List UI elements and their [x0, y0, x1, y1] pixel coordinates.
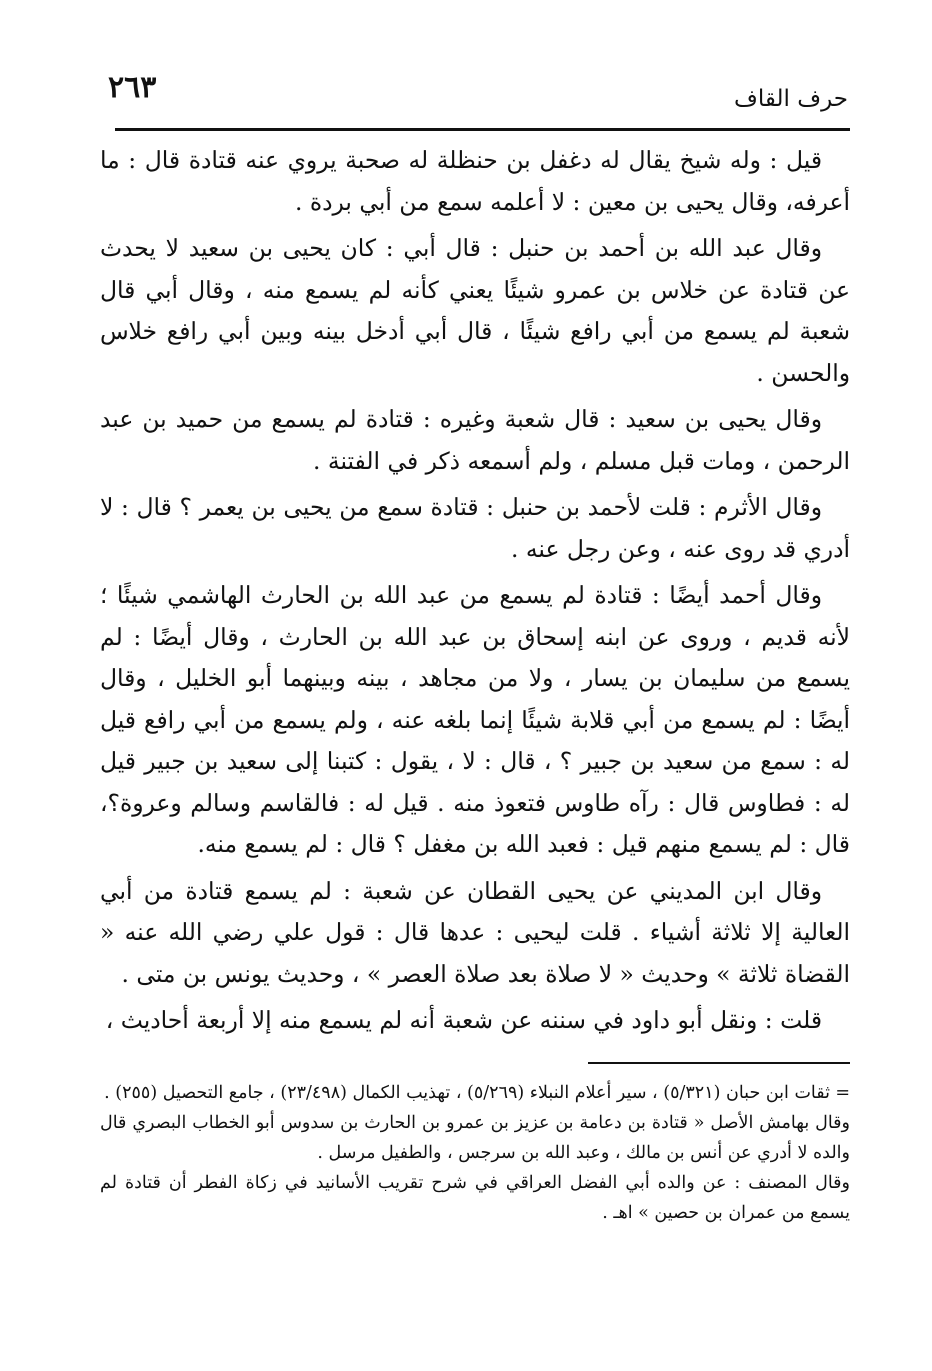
paragraph: وقال أحمد أيضًا : قتادة لم يسمع من عبد الله بن الحارث الهاشمي شيئًا ؛ لأنه قديم ، وروى عن ابنه إسحاق بن عبد الله بن الحارث ، وقال أيضًا : لم يسمع من سليمان بن يسار ، ولا من مجاهد ، بينه وبينهما أبو الخليل ، وقال أيضًا : لم يسمع من أبي قلابة شيئًا إنما بلغه عنه ، ولم يسمع من أبي رافع قيل له : سمع من سعيد بن جبير ؟ ، قال : لا ، يقول : كتبنا إلى سعيد بن جبير قيل له : فطاوس قال : رآه طاوس فتعوذ منه . قيل له : فالقاسم وسالم وعروة؟، قال : لم يسمع منهم قيل : فعبد الله بن مغفل ؟ قال : لم يسمع منه. [100, 581, 850, 858]
footnote-line [100, 1078, 850, 1108]
header-rule [115, 128, 850, 131]
paragraph: وقال يحيى بن سعيد : قال شعبة وغيره : قتادة لم يسمع من حميد بن عبد الرحمن ، ومات قبل مسلم ، ولم أسمعه ذكر في الفتنة . [100, 405, 850, 475]
page-number: ٢٦٣ [108, 70, 157, 105]
paragraph: قيل : وله شيخ يقال له دغفل بن حنظلة له صحبة يروي عنه قتادة قال : ما أعرفه، وقال يحيى بن معين : لا أعلمه سمع من أبي بردة . [100, 146, 850, 216]
footnote-text: ثقات ابن حبان (٥/٣٢١) ، سير أعلام النبلاء (٥/٢٦٩) ، تهذيب الكمال (٢٣/٤٩٨) ، جامع التحصيل (٢٥٥) . [104, 1083, 830, 1103]
continuation-mark: = [835, 1083, 850, 1103]
paragraph: قلت : ونقل أبو داود في سننه عن شعبة أنه لم يسمع منه إلا أربعة أحاديث ، [105, 1006, 822, 1034]
paragraph: وقال ابن المديني عن يحيى القطان عن شعبة : لم يسمع قتادة من أبي العالية إلا ثلاثة أشياء . قلت ليحيى : عدها قال : قول علي رضي الله عنه « القضاة ثلاثة » وحديث « لا صلاة بعد صلاة العصر » ، وحديث يونس بن متى . [100, 876, 850, 988]
paragraph: وقال الأثرم : قلت لأحمد بن حنبل : قتادة سمع من يحيى بن يعمر ؟ قال : لا أدري قد روى عنه ، وعن رجل عنه . [100, 493, 850, 563]
footnote-line: وقال بهامش الأصل « قتادة بن دعامة بن عزيز بن عمرو بن الحارث بن سدوس أبو الخطاب البصري قال والده لا أدري عن أنس بن مالك ، وعبد الله بن سرجس ، والطفيل مرسل . [100, 1113, 850, 1163]
footnote-rule [588, 1062, 850, 1064]
footnote-line: وقال المصنف : عن والده أبي الفضل العراقي في شرح تقريب الأسانيد في زكاة الفطر أن قتادة لم يسمع من عمران بن حصين » اهـ . [100, 1173, 850, 1223]
main-text [100, 140, 850, 1047]
paragraph: وقال عبد الله بن أحمد بن حنبل : قال أبي : كان يحيى بن سعيد لا يحدث عن قتادة عن خلاس بن عمرو شيئًا يعني كأنه لم يسمع منه ، وقال أبي قال شعبة لم يسمع من أبي رافع شيئًا ، قال أبي أدخل بينه وبين أبي رافع خلاس والحسن . [100, 234, 850, 387]
footnotes [100, 1078, 850, 1228]
running-head: حرف القاف [734, 86, 848, 112]
